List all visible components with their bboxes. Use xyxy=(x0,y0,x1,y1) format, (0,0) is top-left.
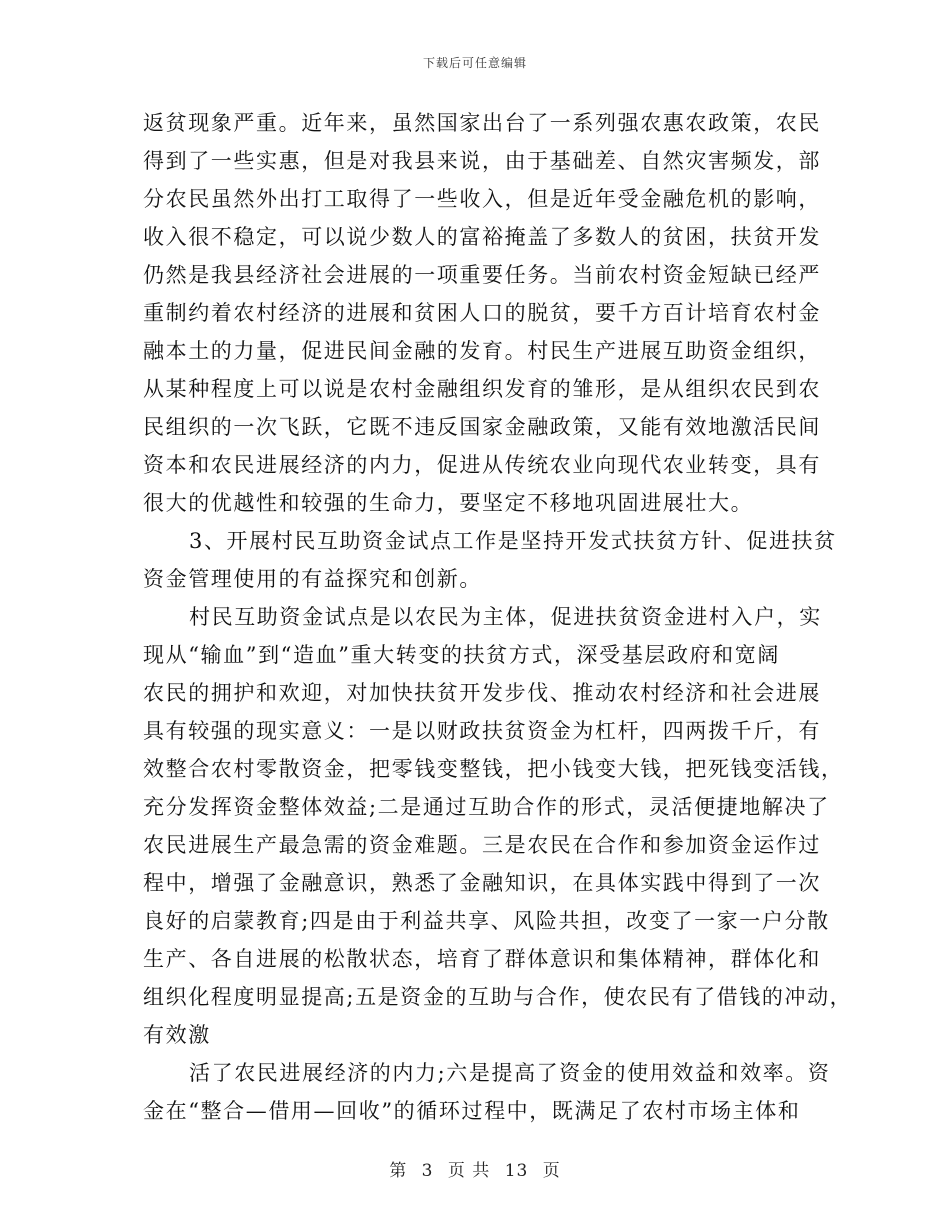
text-line: 重制约着农村经济的进展和贫困人口的脱贫，要千方百计培育农村金 xyxy=(143,301,821,325)
document-body xyxy=(143,104,853,1130)
page-header-note: 下载后可任意编辑 xyxy=(422,56,527,70)
text-line: 很大的优越性和较强的生命力，要坚定不移地巩固进展壮大。 xyxy=(143,491,754,515)
footer-suffix: 页 xyxy=(542,1161,561,1181)
page-footer xyxy=(0,1156,950,1181)
text-line: 组织化程度明显提高;五是资金的互助与合作，使农民有了借钱的冲动， xyxy=(143,985,853,1009)
text-line: 得到了一些实惠，但是对我县来说，由于基础差、自然灾害频发，部 xyxy=(143,149,821,173)
section-heading-line: 3、开展村民互助资金试点工作是坚持开发式扶贫方针、促进扶贫 xyxy=(189,529,837,553)
text-line: 有效激 xyxy=(143,1023,211,1047)
text-line: 融本土的力量，促进民间金融的发育。村民生产进展互助资金组织， xyxy=(143,339,821,363)
text-line: 农民的拥护和欢迎，对加快扶贫开发步伐、推动农村经济和社会进展 xyxy=(143,681,821,705)
text-line: 仍然是我县经济社会进展的一项重要任务。当前农村资金短缺已经严 xyxy=(143,263,821,287)
text-line: 收入很不稳定，可以说少数人的富裕掩盖了多数人的贫困，扶贫开发 xyxy=(143,225,821,249)
text-line: 民组织的一次飞跃，它既不违反国家金融政策，又能有效地激活民间 xyxy=(143,415,821,439)
section-heading-line: 资金管理使用的有益探究和创新。 xyxy=(143,567,482,591)
text-line: 从某种程度上可以说是农村金融组织发育的雏形，是从组织农民到农 xyxy=(143,377,821,401)
text-line: 现从“输血”到“造血”重大转变的扶贫方式，深受基层政府和宽阔 xyxy=(143,643,780,667)
current-page-number: 3 xyxy=(421,1161,434,1181)
footer-middle: 页 共 xyxy=(447,1161,491,1181)
text-line: 具有较强的现实意义：一是以财政扶贫资金为杠杆，四两拨千斤，有 xyxy=(143,719,821,743)
text-line: 良好的启蒙教育;四是由于利益共享、风险共担，改变了一家一户分散 xyxy=(143,909,830,933)
text-line: 充分发挥资金整体效益;二是通过互助合作的形式，灵活便捷地解决了 xyxy=(143,795,830,819)
paragraph-start-line: 活了农民进展经济的内力;六是提高了资金的使用效益和效率。资 xyxy=(189,1061,831,1085)
text-line: 金在“整合—借用—回收”的循环过程中，既满足了农村市场主体和 xyxy=(143,1099,801,1123)
text-line: 生产、各自进展的松散状态，培育了群体意识和集体精神，群体化和 xyxy=(143,947,821,971)
paragraph-start-line: 村民互助资金试点是以农民为主体，促进扶贫资金进村入户，实 xyxy=(189,605,822,629)
footer-prefix: 第 xyxy=(389,1161,408,1181)
text-line: 资本和农民进展经济的内力，促进从传统农业向现代农业转变，具有 xyxy=(143,453,821,477)
text-line: 返贫现象严重。近年来，虽然国家出台了一系列强农惠农政策，农民 xyxy=(143,111,821,135)
total-page-number: 13 xyxy=(504,1161,529,1181)
text-line: 农民进展生产最急需的资金难题。三是农民在合作和参加资金运作过 xyxy=(143,833,821,857)
text-line: 程中，增强了金融意识，熟悉了金融知识，在具体实践中得到了一次 xyxy=(143,871,821,895)
text-line: 分农民虽然外出打工取得了一些收入，但是近年受金融危机的影响， xyxy=(143,187,821,211)
text-line: 效整合农村零散资金，把零钱变整钱，把小钱变大钱，把死钱变活钱， xyxy=(143,757,844,781)
